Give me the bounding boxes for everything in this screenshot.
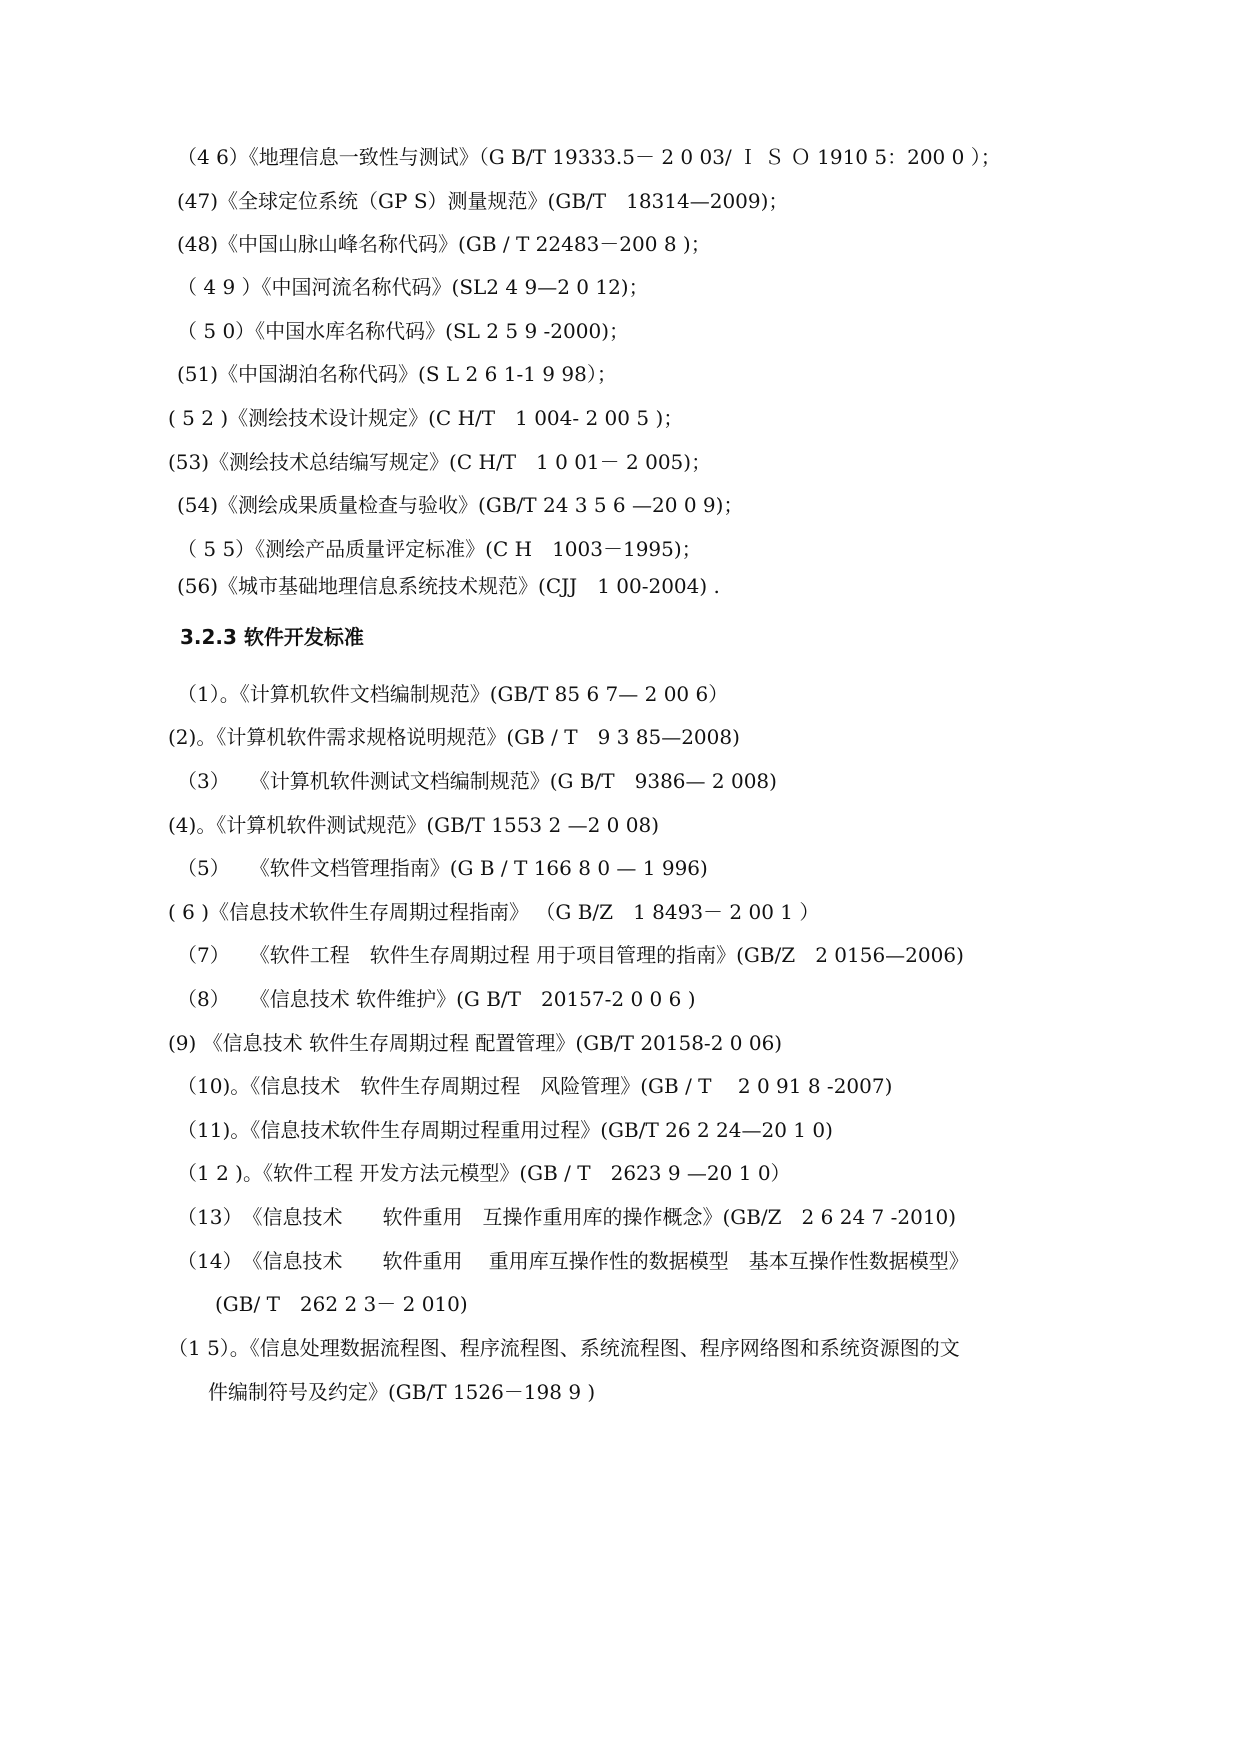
list-item: （5） 《软件文档管理指南》(G B / T 166 8 0 — 1 996): [177, 856, 708, 880]
list-item: （1 2 )。《软件工程 开发方法元模型》(GB / T 2623 9 —20 1 0）: [177, 1161, 791, 1185]
list-item: （ 5 5）《测绘产品质量评定标准》(C H 1003－1995)；: [177, 537, 702, 561]
list-item: (51)《中国湖泊名称代码》(S L 2 6 1-1 9 98）；: [177, 362, 617, 386]
list-item: （11)。《信息技术软件生存周期过程重用过程》(GB/T 26 2 24—20 1 0): [177, 1118, 833, 1142]
list-item: (54)《测绘成果质量检查与验收》(GB/T 24 3 5 6 —20 0 9)；: [177, 493, 744, 517]
list-item-continuation: 件编制符号及约定》(GB/T 1526－198 9 ): [208, 1380, 596, 1404]
list-item: （ 5 0）《中国水库名称代码》(SL 2 5 9 -2000)；: [177, 319, 630, 343]
list-item: (9) 《信息技术 软件生存周期过程 配置管理》(GB/T 20158-2 0 06): [168, 1031, 783, 1055]
list-item: （4 6）《地理信息一致性与测试》（G B/T 19333.5－ 2 0 03/ Ｉ Ｓ Ｏ 1910 5：200 0 ）；: [177, 145, 1001, 169]
list-item: （1 5）。《信息处理数据流程图、程序流程图、系统流程图、程序网络图和系统资源图的文: [168, 1336, 960, 1360]
list-item: （14） 《信息技术 软件重用 重用库互操作性的数据模型 基本互操作性数据模型》: [177, 1249, 969, 1273]
list-item: (53)《测绘技术总结编写规定》(C H/T 1 0 01－ 2 005)；: [168, 450, 712, 474]
list-item: （13） 《信息技术 软件重用 互操作重用库的操作概念》(GB/Z 2 6 24 7 -2010): [177, 1205, 957, 1229]
list-item: （7） 《软件工程 软件生存周期过程 用于项目管理的指南》(GB/Z 2 0156—2006): [177, 943, 964, 967]
list-item: (4)。《计算机软件测试规范》(GB/T 1553 2 —2 0 08): [168, 813, 659, 837]
list-item: ( 5 2 )《测绘技术设计规定》(C H/T 1 004- 2 00 5 )；: [168, 406, 684, 430]
list-item: ( 6 )《信息技术软件生存周期过程指南》 （G B/Z 1 8493－ 2 00 1 ）: [168, 900, 820, 924]
section-heading: 3.2.3 软件开发标准: [180, 625, 364, 649]
list-item: (48)《中国山脉山峰名称代码》(GB / T 22483－200 8 )；: [177, 232, 711, 256]
list-item: （ 4 9 ）《中国河流名称代码》(SL2 4 9—2 0 12)；: [177, 275, 649, 299]
list-item: (56)《城市基础地理信息系统技术规范》(CJJ 1 00-2004) .: [177, 574, 720, 598]
list-item: （3） 《计算机软件测试文档编制规范》(G B/T 9386— 2 008): [177, 769, 777, 793]
list-item: （10)。《信息技术 软件生存周期过程 风险管理》(GB / T 2 0 91 8 -2007): [177, 1074, 893, 1098]
list-item: (2)。《计算机软件需求规格说明规范》(GB / T 9 3 85—2008): [168, 725, 740, 749]
list-item: (47)《全球定位系统（GP S）测量规范》(GB/T 18314—2009)；: [177, 189, 789, 213]
list-item: （8） 《信息技术 软件维护》(G B/T 20157-2 0 0 6 ): [177, 987, 696, 1011]
list-item-continuation: (GB/ T 262 2 3－ 2 010): [215, 1292, 468, 1316]
list-item: （1）。《计算机软件文档编制规范》(GB/T 85 6 7— 2 00 6）: [177, 682, 729, 706]
